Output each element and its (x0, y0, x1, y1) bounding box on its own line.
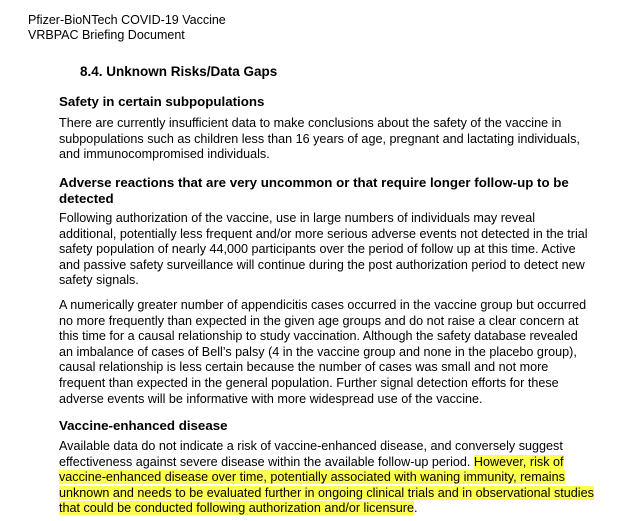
adverse-reactions-heading (59, 175, 569, 207)
plain-text: . (413, 501, 418, 516)
paragraph-line: and immunocompromised individuals. (59, 147, 270, 162)
paragraph-line: and passive safety surveillance will continue during the post authorization period to detect new (59, 257, 585, 272)
paragraph-line: A numerically greater number of appendicitis cases occurred in the vaccine group but occurred (59, 298, 587, 312)
paragraph-line: safety signals. (59, 273, 139, 288)
highlighted-text: unknown and needs to be evaluated further in ongoing clinical trials and in observational studies (59, 485, 594, 500)
paragraph-line: safety population of nearly 44,000 participants over the period of follow up at this time. Active (59, 242, 576, 257)
document-header (28, 13, 226, 43)
header-line-briefing: VRBPAC Briefing Document (28, 28, 185, 42)
paragraph-line (59, 470, 629, 486)
highlighted-text: that could be conducted following authorization and/or licensure (59, 501, 414, 516)
adverse-reactions-paragraph-2 (59, 298, 629, 407)
subpopulations-paragraph (59, 116, 629, 163)
paragraph-line: adverse events will be informative with more widespread use of the vaccine. (59, 391, 483, 406)
paragraph-line: additional, potentially less frequent and/or more serious adverse events not detected in the trial (59, 226, 588, 241)
paragraph-line: There are currently insufficient data to make conclusions about the safety of the vaccine in (59, 116, 562, 130)
vaccine-enhanced-paragraph (59, 439, 629, 517)
vaccine-enhanced-heading: Vaccine-enhanced disease (59, 418, 228, 433)
paragraph-line: this time for a causal relationship to study vaccination. Although the safety database revealed (59, 329, 578, 344)
section-title: 8.4. Unknown Risks/Data Gaps (80, 64, 278, 79)
paragraph-line: causal relationship is less certain because the number of cases was small and not more (59, 360, 549, 375)
heading-line: detected (59, 191, 114, 206)
paragraph-line: no more frequently than expected in the given age groups and do not raise a clear concern at (59, 313, 579, 328)
plain-text: effectiveness against severe disease within the available follow-up period. (59, 454, 474, 469)
paragraph-line (59, 486, 629, 502)
paragraph-line: frequent than expected in the general population. Further signal detection efforts for these (59, 375, 559, 390)
paragraph-line: Following authorization of the vaccine, use in large numbers of individuals may reveal (59, 211, 536, 225)
paragraph-line (59, 501, 629, 517)
highlighted-text: However, risk of (473, 454, 564, 469)
paragraph-line: an imbalance of cases of Bell’s palsy (4 in the vaccine group and none in the placebo group), (59, 344, 577, 359)
paragraph-line (59, 455, 629, 471)
heading-line: Adverse reactions that are very uncommon or that require longer follow-up to be (59, 175, 569, 190)
paragraph-line: Available data do not indicate a risk of vaccine-enhanced disease, and conversely suggest (59, 439, 563, 453)
highlighted-text: vaccine-enhanced disease over time, potentially associated with waning immunity, remains (59, 470, 565, 485)
subpopulations-heading: Safety in certain subpopulations (59, 94, 265, 109)
header-line-vaccine: Pfizer-BioNTech COVID-19 Vaccine (28, 13, 226, 27)
adverse-reactions-paragraph-1 (59, 211, 629, 289)
paragraph-line: subpopulations such as children less than 16 years of age, pregnant and lactating individuals, (59, 131, 580, 146)
